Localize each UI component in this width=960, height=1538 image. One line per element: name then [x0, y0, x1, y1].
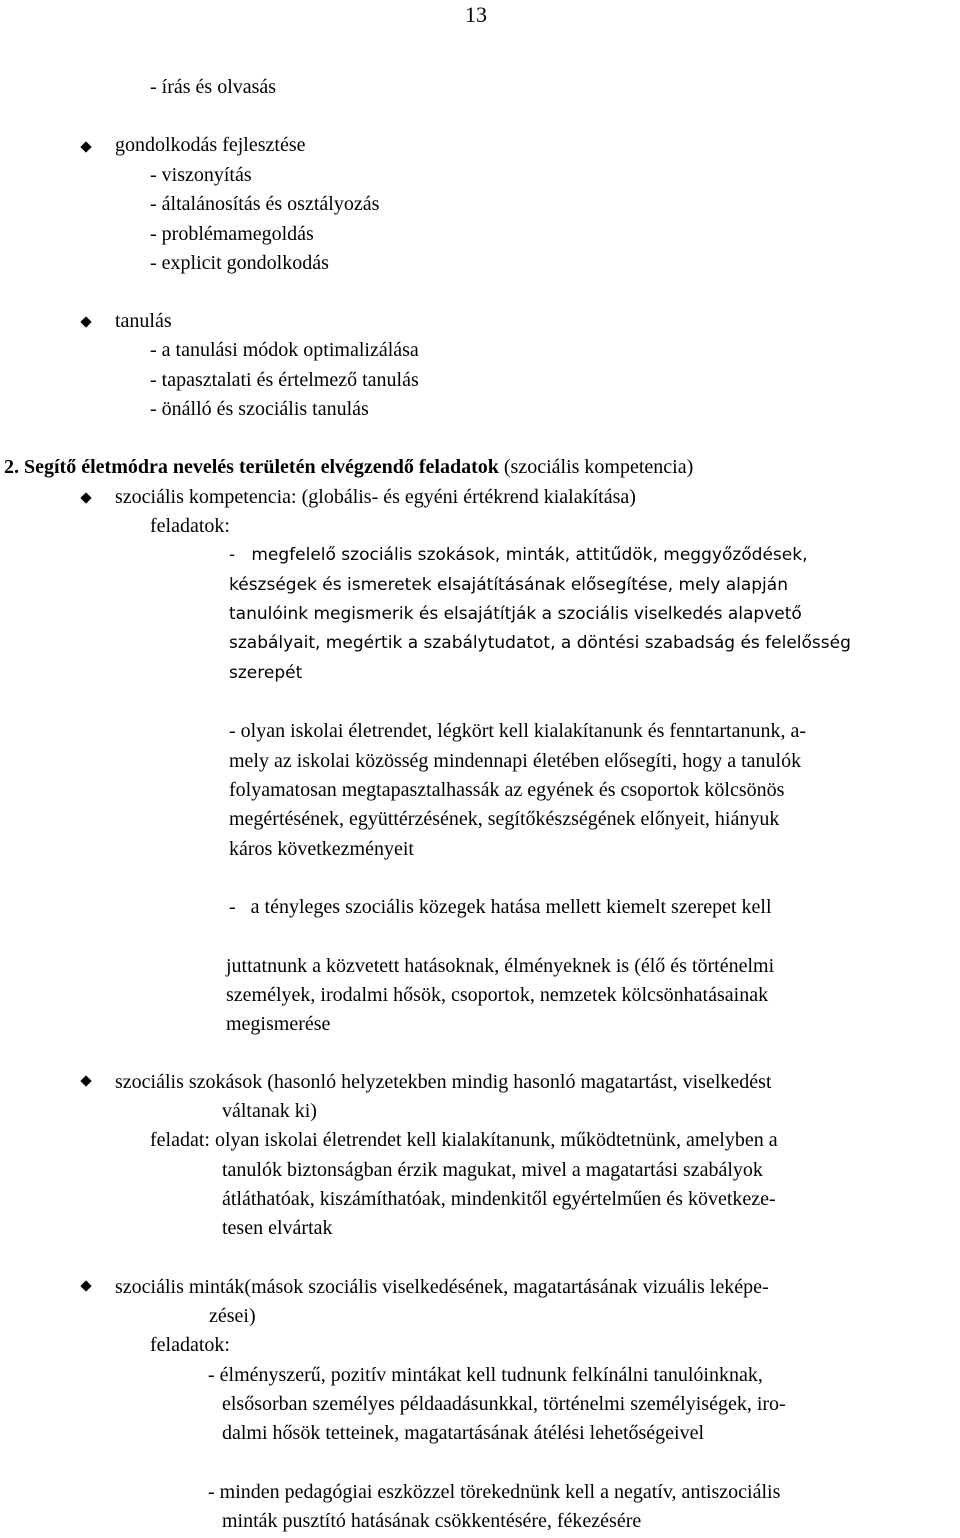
text-line: - tapasztalati és értelmező tanulás — [150, 369, 419, 391]
text-line: személyek, irodalmi hősök, csoportok, nemzetek kölcsönhatásainak — [226, 984, 769, 1006]
text-line: feladatok: — [150, 1334, 230, 1356]
text-line: - írás és olvasás — [150, 76, 277, 98]
diamond-bullet-icon — [80, 1075, 91, 1086]
text-line: - a tényleges szociális közegek hatása mellett kiemelt szerepet kell — [229, 896, 772, 918]
diamond-bullet-icon — [80, 316, 91, 327]
text-line: tanulóink megismerik és elsajátítják a szociális viselkedés alapvető — [229, 604, 802, 624]
text-line: átláthatóak, kiszámíthatóak, mindenkitől egyértelműen és következe- — [222, 1188, 776, 1210]
text-line: - élményszerű, pozitív mintákat kell tudnunk felkínálni tanulóinknak, — [208, 1364, 763, 1386]
page-number: 13 — [465, 2, 487, 27]
text-line: tanulók biztonságban érzik magukat, mivel a magatartási szabályok — [222, 1159, 763, 1181]
list-item-heading: gondolkodás fejlesztése — [115, 134, 306, 156]
text-line: mely az iskolai közösség mindennapi életében elősegíti, hogy a tanulók — [229, 750, 802, 772]
text-line: - önálló és szociális tanulás — [150, 398, 369, 420]
text-line: - általánosítás és osztályozás — [150, 193, 380, 215]
text-line: juttatnunk a közvetett hatásoknak, élményeknek is (élő és történelmi — [226, 955, 775, 977]
text-line: szabályait, megértik a szabálytudatot, a döntési szabadság és felelősség — [229, 633, 851, 653]
text-line: - olyan iskolai életrendet, légkört kell kialakítanunk és fenntartanunk, a- — [229, 720, 807, 742]
text-line: dalmi hősök tetteinek, magatartásának átélési lehetőségeivel — [222, 1422, 705, 1444]
text-line: minták pusztító hatásának csökkentésére, fékezésére — [222, 1510, 642, 1532]
list-item-heading: szociális minták(mások szociális viselkedésének, magatartásának vizuális leképe- — [115, 1276, 769, 1298]
text-line: - minden pedagógiai eszközzel törekednünk kell a negatív, antiszociális — [208, 1481, 781, 1503]
text-line: elsősorban személyes példaadásunkkal, történelmi személyiségek, iro- — [222, 1393, 786, 1415]
text-line: megértésének, együttérzésének, segítőkészségének előnyeit, hiányuk — [229, 808, 780, 830]
text-line: szerepét — [229, 663, 303, 683]
text-line: feladatok: — [150, 515, 230, 537]
section-heading-rest: (szociális kompetencia) — [498, 456, 694, 478]
text-line: készségek és ismeretek elsajátításának elősegítése, mely alapján — [229, 575, 788, 595]
section-heading — [4, 453, 693, 482]
diamond-bullet-icon — [80, 141, 91, 152]
text-line: - explicit gondolkodás — [150, 252, 329, 274]
text-line: káros következményeit — [229, 838, 414, 860]
text-line: - problémamegoldás — [150, 223, 314, 245]
text-line: folyamatosan megtapasztalhassák az egyének és csoportok kölcsönös — [229, 779, 785, 801]
text-line: - megfelelő szociális szokások, minták, attitűdök, meggyőződések, — [229, 545, 808, 565]
text-line: feladat: olyan iskolai életrendet kell kialakítanunk, működtetnünk, amelyben a — [150, 1129, 778, 1151]
list-item-heading: tanulás — [115, 310, 172, 332]
list-item-heading: szociális kompetencia: (globális- és egyéni értékrend kialakítása) — [115, 486, 636, 508]
text-line: zései) — [209, 1305, 256, 1327]
list-item-heading: szociális szokások (hasonló helyzetekben mindig hasonló magatartást, viselkedést — [115, 1071, 772, 1093]
text-line: - a tanulási módok optimalizálása — [150, 339, 419, 361]
text-line: - viszonyítás — [150, 164, 252, 186]
text-line: megismerése — [226, 1013, 331, 1035]
text-line: tesen elvártak — [222, 1217, 333, 1239]
diamond-bullet-icon — [80, 492, 91, 503]
diamond-bullet-icon — [80, 1280, 91, 1291]
section-heading-bold: 2. Segítő életmódra nevelés területén elvégzendő feladatok — [4, 456, 499, 478]
text-line: váltanak ki) — [222, 1100, 317, 1122]
